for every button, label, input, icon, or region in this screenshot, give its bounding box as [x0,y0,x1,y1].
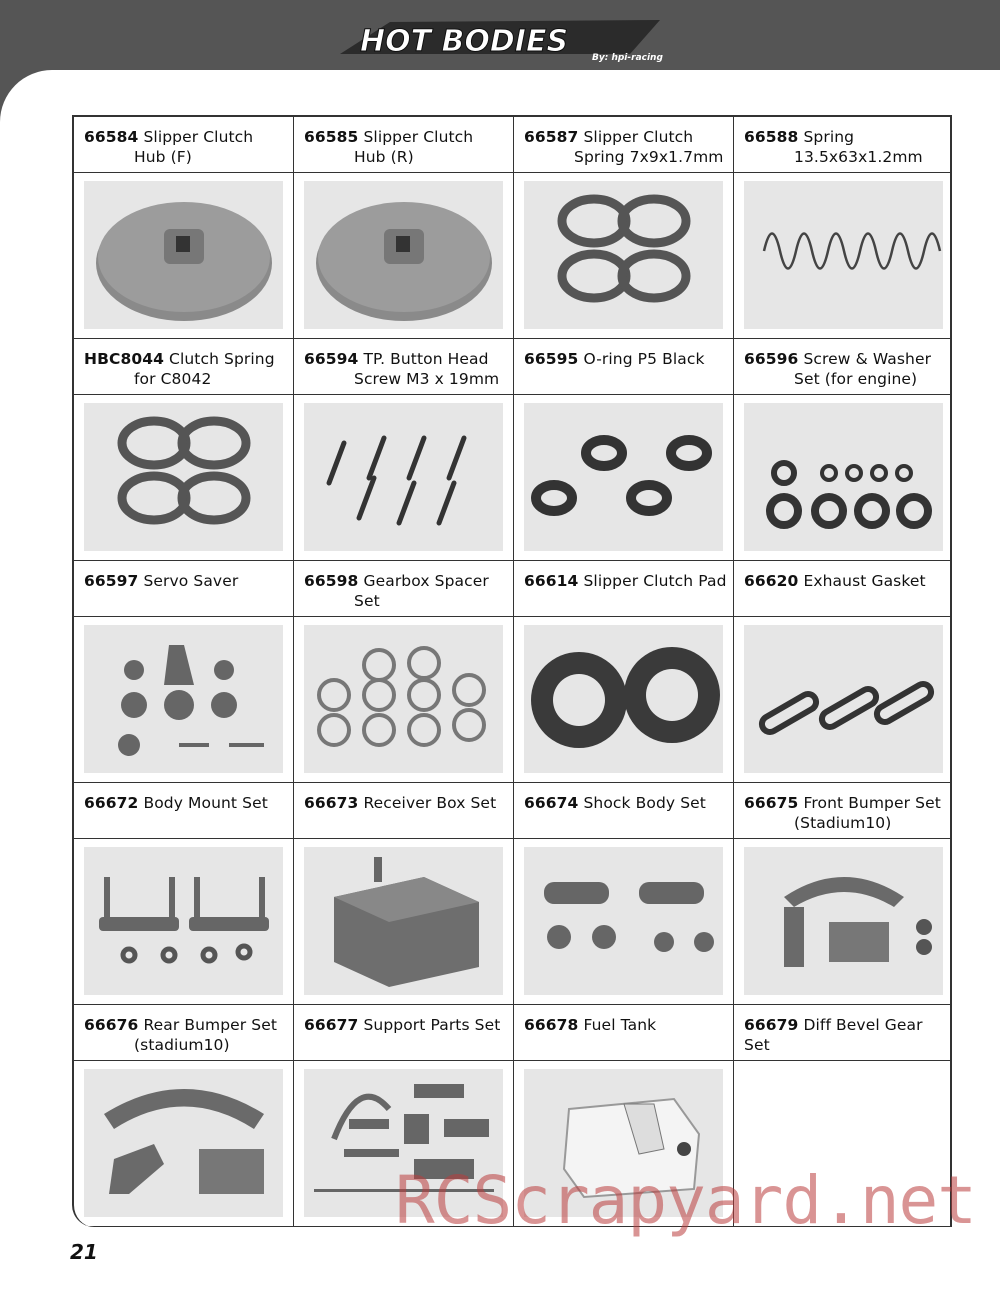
servo-saver-photo [84,625,283,773]
part-number: 66584 [84,128,139,146]
part-number: 66679 [744,1016,799,1034]
part-caption-cell [294,561,514,617]
part-caption [74,1005,293,1055]
part-number: 66620 [744,572,799,590]
part-name-line2: Hub (R) [354,148,414,166]
part-photo-cell [734,839,952,1005]
part-photo-cell [514,617,734,783]
part-caption-cell [74,1005,294,1061]
o-ring-photo [524,403,723,551]
slipper-hub-photo [84,181,283,329]
part-name-line1: Diff Bevel Gear Set [744,1016,923,1054]
page-header-band [0,0,1000,70]
part-caption-cell [294,783,514,839]
part-caption [74,339,293,389]
screws-photo [304,403,503,551]
part-photo-cell [514,839,734,1005]
part-name-line1: Spring [803,128,855,146]
part-caption [294,1005,513,1035]
part-number: 66596 [744,350,799,368]
rear-bumper-photo [84,1069,283,1217]
part-number: 66676 [84,1016,139,1034]
part-caption-cell [734,561,952,617]
part-number: 66598 [304,572,359,590]
part-caption-cell [734,117,952,173]
part-caption [734,1005,951,1055]
part-caption-cell [74,117,294,173]
part-number: HBC8044 [84,350,165,368]
parts-grid [72,115,952,1227]
part-name-line1: Exhaust Gasket [803,572,926,590]
part-name-line1: Fuel Tank [583,1016,657,1034]
shock-body-photo [524,847,723,995]
part-caption-cell [734,339,952,395]
part-name-line2: Set (for engine) [794,370,918,388]
part-caption [734,117,951,167]
part-name-line2: 13.5x63x1.2mm [794,148,923,166]
part-caption [734,561,951,591]
shock-spring-photo [744,181,943,329]
part-number: 66674 [524,794,579,812]
part-name-line1: Front Bumper Set [803,794,941,812]
part-photo-cell [74,839,294,1005]
part-caption-cell [734,1005,952,1061]
part-number: 66597 [84,572,139,590]
part-caption [734,783,951,833]
part-photo-cell [734,173,952,339]
part-photo-cell [734,395,952,561]
part-name-line1: Support Parts Set [363,1016,501,1034]
part-photo-cell [74,173,294,339]
part-caption [294,117,513,167]
part-name-line1: Slipper Clutch [583,128,694,146]
part-name-line1: Slipper Clutch [363,128,474,146]
part-photo-cell [514,173,734,339]
part-photo-cell [74,617,294,783]
part-name-line1: Clutch Spring [169,350,275,368]
receiver-box-photo [304,847,503,995]
part-caption [514,561,733,591]
part-number: 66675 [744,794,799,812]
part-name-line1: TP. Button Head [363,350,489,368]
part-photo-cell [74,1061,294,1227]
part-number: 66595 [524,350,579,368]
slipper-hub-photo [304,181,503,329]
logo-subtext: By: hpi-racing [592,53,663,63]
part-name-line2: Hub (F) [134,148,192,166]
part-name-line1: Servo Saver [143,572,239,590]
front-bumper-photo [744,847,943,995]
part-caption-cell [74,561,294,617]
part-photo-cell [734,617,952,783]
part-caption [514,783,733,813]
part-photo-cell [514,395,734,561]
part-caption-cell [514,117,734,173]
part-caption [74,561,293,591]
part-name-line1: Receiver Box Set [363,794,497,812]
logo-text: HOT BODIES [360,24,569,59]
part-name-line2: (stadium10) [134,1036,230,1054]
part-name-line2: Spring 7x9x1.7mm [574,148,724,166]
part-caption [514,339,733,369]
part-number: 66672 [84,794,139,812]
watermark-text: RCScrapyard.net [395,1162,977,1239]
part-caption-cell [514,561,734,617]
part-name-line1: Shock Body Set [583,794,706,812]
part-name-line1: O-ring P5 Black [583,350,705,368]
part-name-line2: Set [354,592,380,610]
part-number: 66677 [304,1016,359,1034]
part-number: 66588 [744,128,799,146]
part-name-line2: (Stadium10) [794,814,892,832]
part-name-line1: Body Mount Set [143,794,268,812]
part-name-line1: Screw & Washer [803,350,932,368]
part-name-line1: Slipper Clutch Pad [583,572,727,590]
part-caption-cell [294,1005,514,1061]
part-caption [294,783,513,813]
part-caption [294,339,513,389]
page-number: 21 [70,1240,98,1264]
spacer-photo [304,625,503,773]
part-caption [734,339,951,389]
part-caption-cell [514,1005,734,1061]
part-caption-cell [734,783,952,839]
part-number: 66614 [524,572,579,590]
header-corner [0,70,60,130]
hot-bodies-logo [330,14,670,64]
part-caption-cell [294,339,514,395]
part-number: 66585 [304,128,359,146]
part-name-line1: Slipper Clutch [143,128,254,146]
part-number: 66678 [524,1016,579,1034]
part-caption [294,561,513,611]
part-caption-cell [514,339,734,395]
part-number: 66673 [304,794,359,812]
body-mount-photo [84,847,283,995]
part-photo-cell [74,395,294,561]
clutch-spring-photo [524,181,723,329]
part-caption-cell [74,783,294,839]
part-name-line2: Screw M3 x 19mm [354,370,500,388]
part-number: 66594 [304,350,359,368]
part-photo-cell [294,173,514,339]
part-photo-cell [294,395,514,561]
part-caption [514,1005,733,1035]
part-photo-cell [294,617,514,783]
clutch-pad-photo [524,625,723,773]
part-caption [74,117,293,167]
clutch-spring-photo [84,403,283,551]
part-caption-cell [514,783,734,839]
part-name-line2: for C8042 [134,370,212,388]
part-caption-cell [294,117,514,173]
part-photo-cell [294,839,514,1005]
gasket-photo [744,625,943,773]
part-name-line1: Gearbox Spacer [363,572,489,590]
part-name-line1: Rear Bumper Set [143,1016,278,1034]
part-caption-cell [74,339,294,395]
part-caption [514,117,733,167]
part-number: 66587 [524,128,579,146]
part-caption [74,783,293,813]
washer-photo [744,403,943,551]
